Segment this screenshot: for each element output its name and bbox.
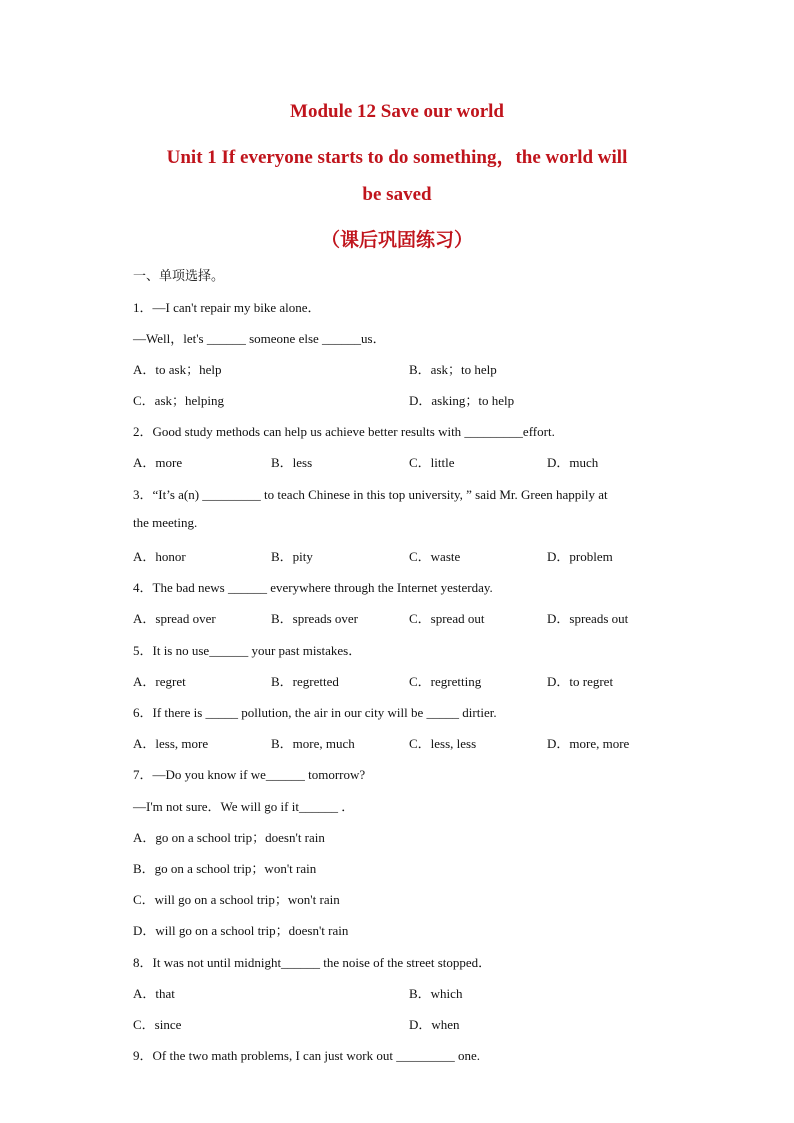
q8-option-c: C．since	[133, 1017, 182, 1032]
question-7-stem-2: —I'm not sure．We will go if it______ ．	[133, 799, 355, 814]
question-8-stem: 8．It was not until midnight______ the noise of the street stopped．	[133, 955, 492, 970]
q5-option-a: A．regret	[133, 674, 186, 689]
q1-option-d: D．asking；to help	[409, 393, 515, 408]
question-3-stem-2: the meeting.	[133, 515, 198, 530]
q4-option-a: A．spread over	[133, 611, 216, 626]
q1-option-b: B．ask；to help	[409, 362, 497, 377]
section-heading: 一、单项选择。	[133, 268, 225, 283]
q3-option-b: B．pity	[271, 549, 313, 564]
q8-option-b: B．which	[409, 986, 463, 1001]
q7-option-b: B．go on a school trip；won't rain	[133, 861, 317, 876]
question-1-stem-2: —Well，let's ______ someone else ______us．	[133, 331, 386, 346]
q2-option-c: C．little	[409, 455, 455, 470]
q5-option-c: C．regretting	[409, 674, 482, 689]
q4-option-b: B．spreads over	[271, 611, 359, 626]
module-title: Module 12 Save our world	[290, 101, 504, 122]
q4-option-c: C．spread out	[409, 611, 485, 626]
question-3-stem: 3．“It’s a(n) _________ to teach Chinese in this top university, ” said Mr. Green happily at	[133, 487, 608, 502]
q6-option-d: D．more, more	[547, 736, 630, 751]
q3-option-c: C．waste	[409, 549, 461, 564]
q8-option-d: D．when	[409, 1017, 460, 1032]
unit-title-continued: be saved	[362, 184, 432, 205]
q4-option-d: D．spreads out	[547, 611, 629, 626]
unit-title: Unit 1 If everyone starts to do something，the world will	[166, 147, 628, 168]
q1-option-c: C．ask；helping	[133, 393, 224, 408]
q5-option-b: B．regretted	[271, 674, 339, 689]
question-4-stem: 4．The bad news ______ everywhere through the Internet yesterday.	[133, 580, 493, 595]
q7-option-a: A．go on a school trip；doesn't rain	[133, 830, 325, 845]
question-7-stem: 7．—Do you know if we______ tomorrow?	[133, 767, 366, 782]
q6-option-c: C．less, less	[409, 736, 477, 751]
q2-option-d: D．much	[547, 455, 599, 470]
q2-option-a: A．more	[133, 455, 183, 470]
question-6-stem: 6．If there is _____ pollution, the air in our city will be _____ dirtier.	[133, 705, 497, 720]
q8-option-a: A．that	[133, 986, 175, 1001]
q3-option-d: D．problem	[547, 549, 613, 564]
q2-option-b: B．less	[271, 455, 313, 470]
question-2-stem: 2．Good study methods can help us achieve better results with _________effort.	[133, 424, 555, 439]
question-9-stem: 9．Of the two math problems, I can just work out _________ one.	[133, 1048, 480, 1063]
q6-option-b: B．more, much	[271, 736, 355, 751]
exercise-subtitle: （课后巩固练习）	[320, 230, 473, 251]
question-5-stem: 5．It is no use______ your past mistakes．	[133, 643, 362, 658]
q7-option-d: D．will go on a school trip；doesn't rain	[133, 923, 349, 938]
q5-option-d: D．to regret	[547, 674, 614, 689]
q3-option-a: A．honor	[133, 549, 186, 564]
q1-option-a: A．to ask；help	[133, 362, 222, 377]
q6-option-a: A．less, more	[133, 736, 209, 751]
question-1-stem: 1．—I can't repair my bike alone．	[133, 300, 321, 315]
q7-option-c: C．will go on a school trip；won't rain	[133, 892, 340, 907]
